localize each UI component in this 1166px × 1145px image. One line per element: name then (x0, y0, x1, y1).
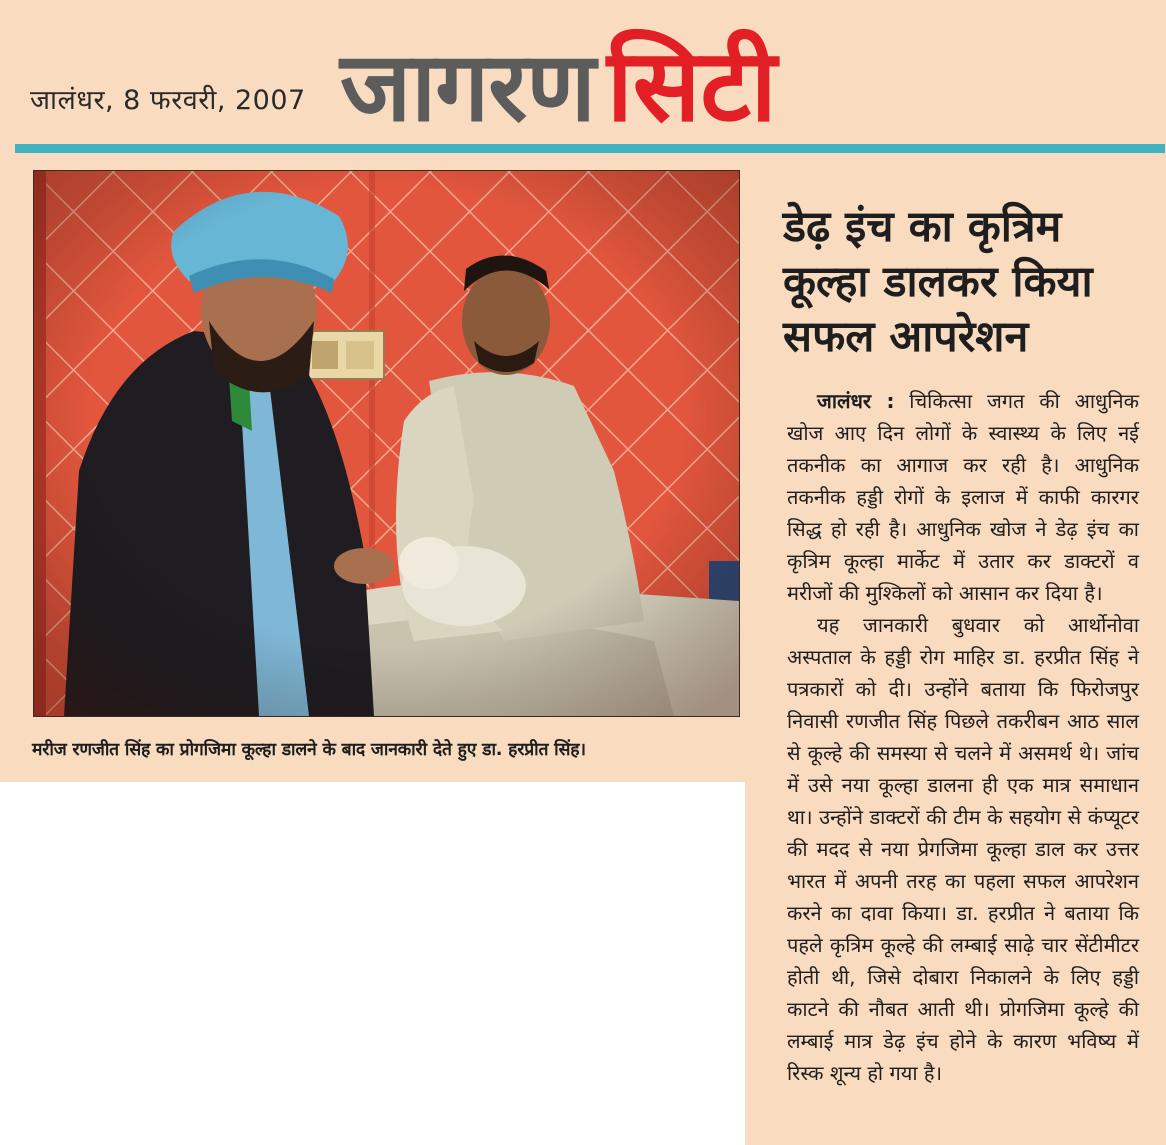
article-headline: डेढ़ इंच का कृत्रिम कूल्हा डालकर किया सफल आपरेशन (783, 202, 1093, 362)
news-photo (33, 170, 740, 717)
masthead-city: सिटी (606, 27, 777, 144)
photo-caption: मरीज रणजीत सिंह का प्रोगजिमा कूल्हा डालने के बाद जानकारी देते हुए डा. हरप्रीत सिंह। (32, 740, 586, 760)
masthead (340, 14, 777, 144)
dateline: जालंधर, 8 फरवरी, 2007 (30, 85, 306, 116)
masthead-jagran: जागरण (340, 31, 595, 143)
header-rule (15, 144, 1165, 153)
article-place: जालंधर : (817, 389, 895, 413)
article-paragraph-1 (787, 385, 1139, 609)
article-paragraph-2: यह जानकारी बुधवार को आर्थोनोवा अस्पताल के हड्डी रोग माहिर डा. हरप्रीत सिंह ने पत्रकारों को दी। उन्होंने बताया कि फिरोजपुर निवासी रणजीत सिंह पिछले तकरीबन आठ साल से कूल्हे की समस्या से चलने में असमर्थ थे। जांच में उसे नया कूल्हा डालना ही एक मात्र समाधान था। उन्होंने डाक्टरों की टीम के सहयोग से कंप्यूटर की मदद से नया प्रेगजिमा कूल्हा डाल कर उत्तर भारत में अपनी तरह का पहला सफल आपरेशन करने का दावा किया। डा. हरप्रीत ने बताया कि पहले कृत्रिम कूल्हे की लम्बाई साढ़े चार सेंटीमीटर होती थी, जिसे दोबारा निकालने के लिए हड्डी काटने की नौबत आती थी। प्रोगजिमा कूल्हे की लम्बाई मात्र डेढ़ इंच होने के कारण भविष्य में रिस्क शून्य हो गया है। (787, 613, 1139, 1085)
article-para1-text: चिकित्सा जगत की आधुनिक खोज आए दिन लोगों के स्वास्थ्य के लिए नई तकनीक का आगाज कर रही है। आधुनिक तकनीक हड्डी रोगों के इलाज में काफी कारगर सिद्ध हो रही है। आधुनिक खोज ने डेढ़ इंच का कृत्रिम कूल्हा मार्केट में उतार कर डाक्टरों व मरीजों की मुश्किलों को आसान कर दिया है। (787, 389, 1139, 605)
article-body (787, 385, 1139, 1089)
